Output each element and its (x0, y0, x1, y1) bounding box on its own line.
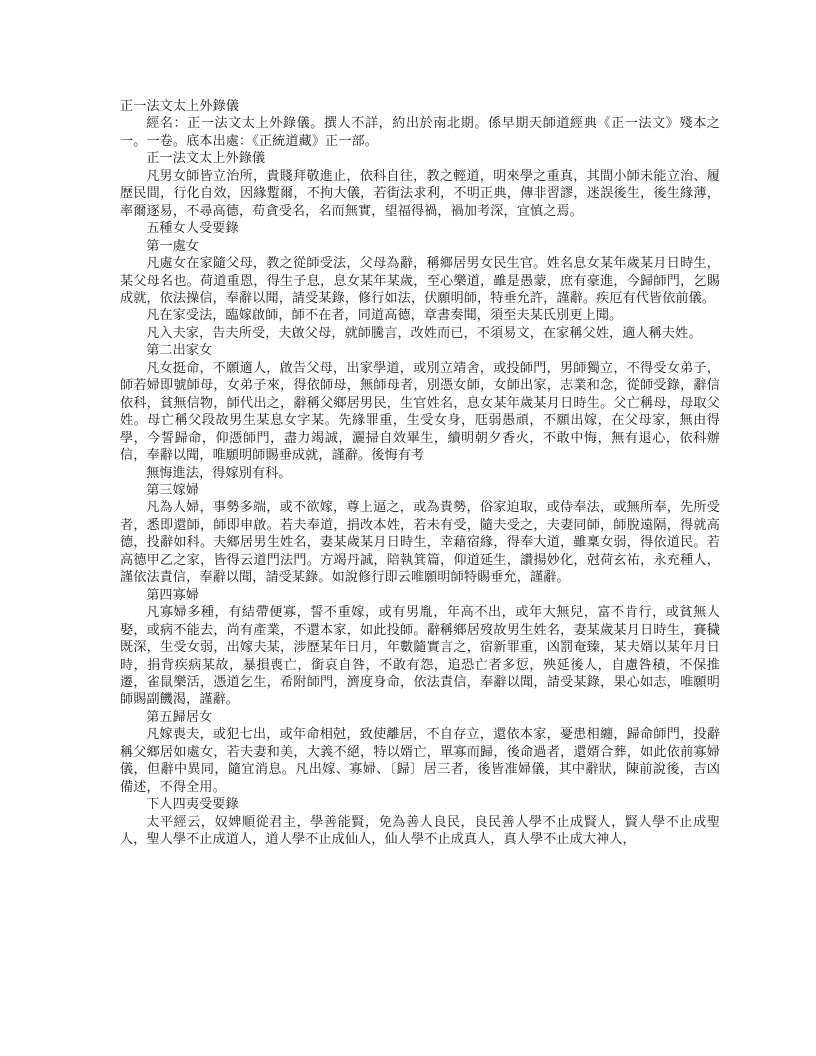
paragraph-third-married-a: 凡為人婦，事勢多端，或不欲嫁，尊上逼之，或為貴勢，俗家迫取，或侍奉法，或無所奉，先所受者，悉即還師，師即申啟。若夫奉道，捐改本姓，若未有受，隨夫受之，夫妻同師，師脫遠隔，得就高德，投辭如科。夫鄉居男生姓名，妻某歲某月日時生，幸藉宿緣，得奉大道，雖稟女弱，得依道民。若高德甲乙之家，皆得云道門法門。方竭丹誠，陪執箕篇，仰道延生，讚揚妙化，尅荷玄祐，永充種人，謹依法責信，奉辭以聞，請受某錄。如說修行即云唯願明師特賜垂允，謹辭。 (120, 500, 720, 586)
subsection-heading-first-maiden: 第一處女 (146, 238, 200, 254)
paragraph-fifth-returned-a: 凡嫁喪夫，或犯七出，或年命相尅，致使離居，不自存立，還依本家，憂患相纏，歸命師門，投辭稱父鄉居如處女，若夫妻和美，大義不絕，特以婿亡，單寡而歸，後命過者，還婿合葬，如此依前寡婦儀，但辭中異同，隨宜消息。凡出嫁、寡婦、〔歸〕居三者，後皆准婦儀，其中辭狀，陳前說後，吉凶備述，不得全用。 (120, 727, 720, 795)
preface-paragraph: 凡男女師皆立治所，貴賤拜敬進止，依科自往，教之輕道，明來學之重真，其間小師未能立治、履歷民間，行化自效，因緣蹔爾，不拘大儀，若街法求利，不明正典，傳非習謬，迷誤後生，後生緣薄，率爾逐易，不尋高德，苟貪受名，名而無實，望福得禍，禍加考深，宜慎之焉。 (120, 168, 720, 219)
paragraph-fourth-widow-a: 凡寡婦多種，有結帶便寡，誓不重嫁，或有男胤，年高不出，或年大無兒，富不肯行，或貧無人娶，或病不能去，尚有產業，不還本家，如此投師。辭稱鄉居歿故男生姓名，妻某歲某月日時生，賽穢既深，生受女弱，出嫁夫某，涉歷某年日月，年數隨實言之，宿新罪重，凶罰奄臻，某夫婿以某年月日時，捐背疾病某故，暴損喪亡，銜哀自咎，不敢有怨，追恐亡者多愆，殃延後人，自慮咎積，不保推遷，雀鼠樂活，憑道乞生，希附師門，濟度身命，依法責信，奉辭以聞，請受某錄，果心如志，唯願明師賜副饑渴，謹辭。 (120, 605, 720, 708)
inner-title-heading: 正一法文太上外錄儀 (146, 151, 266, 167)
paragraph-second-renunciant-a: 凡女挺命，不願適人，啟告父母，出家學道，或別立靖舍，或投師門，男師獨立，不得受女弟子，師若婦即號師母，女弟子來，得依師母，無師母者，別憑女師，女師出家，志業和念，從師受錄，辭信依科，貧無信物，師代出之，辭稱父鄉居男民，生官姓名，息女某年歲某月日時生。父亡稱母，母取父姓。母亡稱父段故男生某息女字某。先緣罪重，生受女身，尫弱愚頑，不願出嫁，在父母家，無由得學，今誓歸命，仰憑師門，盡力竭誠，灑掃自效畢生，續明朝夕香火，不敢中悔，無有退心，依科辦信，奉辭以聞，唯願明師賜垂成就，謹辭。後悔有考 (120, 360, 720, 464)
document-title-line: 正一法文太上外錄儀 (120, 99, 240, 114)
paragraph-four-barbarians-a: 太平經云，奴婢順從君主，學善能賢，免為善人良民，良民善人學不止成賢人，賢人學不止成聖人，聖人學不止成道人，道人學不止成仙人，仙人學不止成真人，真人學不止成大神人， (120, 814, 720, 848)
paragraph-first-maiden-b: 凡在家受法，臨嫁啟師，師不在者，同道高德，章書奏聞，須至夫某氏別更上聞。 (146, 308, 623, 324)
colophon-paragraph: 經名：正一法文太上外錄儀。撰人不詳，約出於南北期。係早期天師道經典《正一法文》殘本之一。一卷。底本出處：《正統道藏》正一部。 (120, 116, 720, 149)
subsection-heading-fourth-widow: 第四寡婦 (146, 587, 200, 603)
subsection-heading-second-renunciant: 第二出家女 (146, 343, 213, 359)
subsection-heading-fifth-returned: 第五歸居女 (146, 709, 213, 725)
paragraph-second-renunciant-b: 無悔進法，得嫁別有科。 (146, 465, 292, 481)
subsection-heading-third-married: 第三嫁婦 (146, 482, 200, 498)
section-heading-five-women: 五種女人受要錄 (146, 221, 239, 237)
section-heading-four-barbarians: 下人四夷受要錄 (146, 797, 239, 813)
paragraph-first-maiden-a: 凡處女在家隨父母，教之從師受法，父母為辭，稱鄉居男女民生官。姓名息女某年歲某月日時生，某父母名也。荷道重恩，得生子息，息女某年某歲，至心樂道，雖是愚蒙，庶有豪進，今歸師門，乞賜成就，依法操信，奉辭以聞，請受某錄，修行如法，伏願明師，特垂允許，謹辭。疾厄有代皆依前儀。 (120, 256, 720, 306)
document-body (120, 98, 720, 848)
paragraph-first-maiden-c: 凡入夫家，告夫所受，夫啟父母，就師騰言，改姓而已，不須易文，在家稱父姓，適人稱夫姓。 (146, 325, 702, 341)
